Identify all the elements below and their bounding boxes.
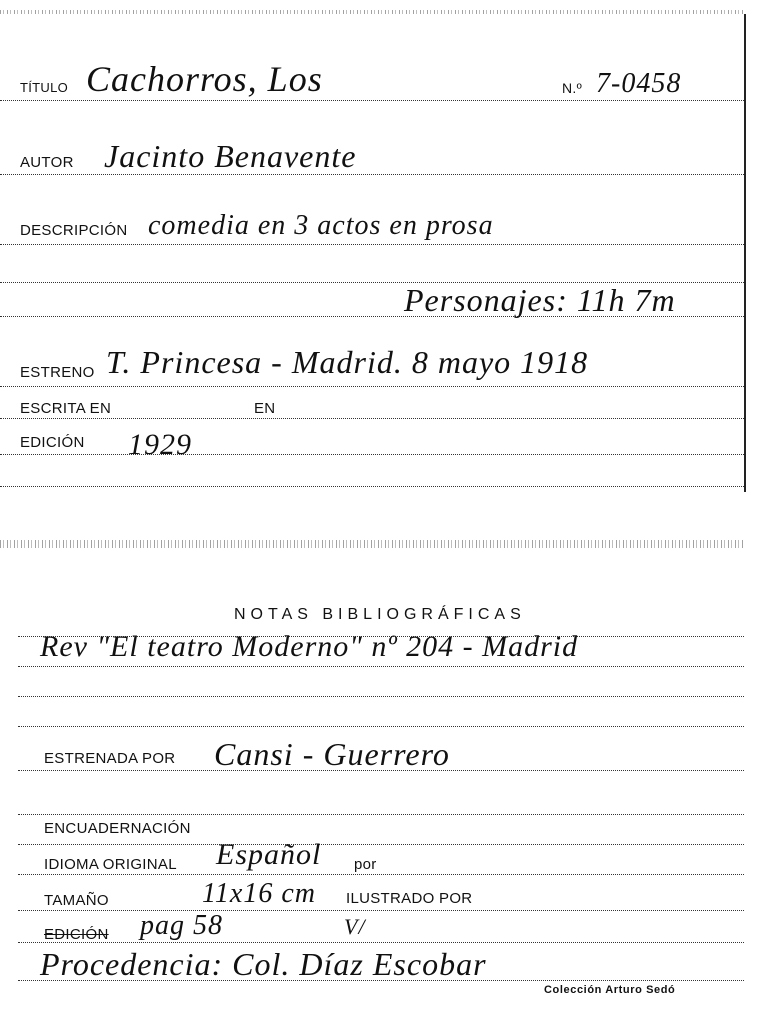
estrenada-por-label: ESTRENADA POR	[44, 750, 176, 767]
idioma-value: Español	[216, 838, 322, 871]
descripcion-label: DESCRIPCIÓN	[20, 222, 128, 239]
escrita-en-label: ESCRITA EN	[20, 400, 112, 417]
rule	[18, 814, 744, 815]
rule	[0, 486, 744, 487]
notas-heading: NOTAS BIBLIOGRÁFICAS	[234, 606, 526, 623]
numero-value: 7-0458	[596, 68, 682, 99]
titulo-label: TÍTULO	[20, 80, 69, 95]
rule	[0, 244, 744, 245]
autor-value: Jacinto Benavente	[104, 138, 357, 174]
autor-label: AUTOR	[20, 154, 74, 171]
vi-mark: V/	[344, 914, 366, 939]
descripcion-value: comedia en 3 actos en prosa	[148, 210, 494, 241]
catalog-card-front	[0, 14, 746, 492]
rule	[0, 100, 744, 101]
por-label: por	[354, 856, 377, 873]
rule	[18, 726, 744, 727]
rule	[0, 386, 744, 387]
en-label: EN	[254, 400, 276, 417]
rule	[18, 696, 744, 697]
rule	[18, 874, 744, 875]
collection-stamp: Colección Arturo Sedó	[544, 984, 676, 996]
rule	[18, 666, 744, 667]
catalog-card-back	[0, 548, 744, 1028]
edicion-label: EDICIÓN	[20, 434, 85, 451]
numero-label: N.º	[562, 80, 583, 96]
estrenada-por-value: Cansi - Guerrero	[214, 736, 450, 772]
idioma-label: IDIOMA ORIGINAL	[44, 856, 177, 873]
procedencia-value: Procedencia: Col. Díaz Escobar	[40, 946, 487, 982]
notas-value: Rev "El teatro Moderno" nº 204 - Madrid	[40, 630, 579, 663]
estreno-label: ESTRENO	[20, 364, 95, 381]
rule	[18, 844, 744, 845]
edicion-value: 1929	[128, 428, 192, 461]
rule	[18, 942, 744, 943]
encuadernacion-label: ENCUADERNACIÓN	[44, 820, 191, 837]
rule	[0, 418, 744, 419]
edicion-value: pag 58	[140, 910, 223, 941]
rule	[18, 910, 744, 911]
edicion-label-struck: EDICIÓN	[44, 926, 109, 943]
rule	[0, 454, 744, 455]
tamano-label: TAMAÑO	[44, 892, 109, 909]
personajes-value: Personajes: 11h 7m	[404, 282, 676, 318]
tamano-value: 11x16 cm	[202, 878, 316, 909]
estreno-value: T. Princesa - Madrid. 8 mayo 1918	[106, 344, 589, 380]
ilustrado-por-label: ILUSTRADO POR	[346, 890, 473, 907]
titulo-value: Cachorros, Los	[86, 59, 323, 99]
